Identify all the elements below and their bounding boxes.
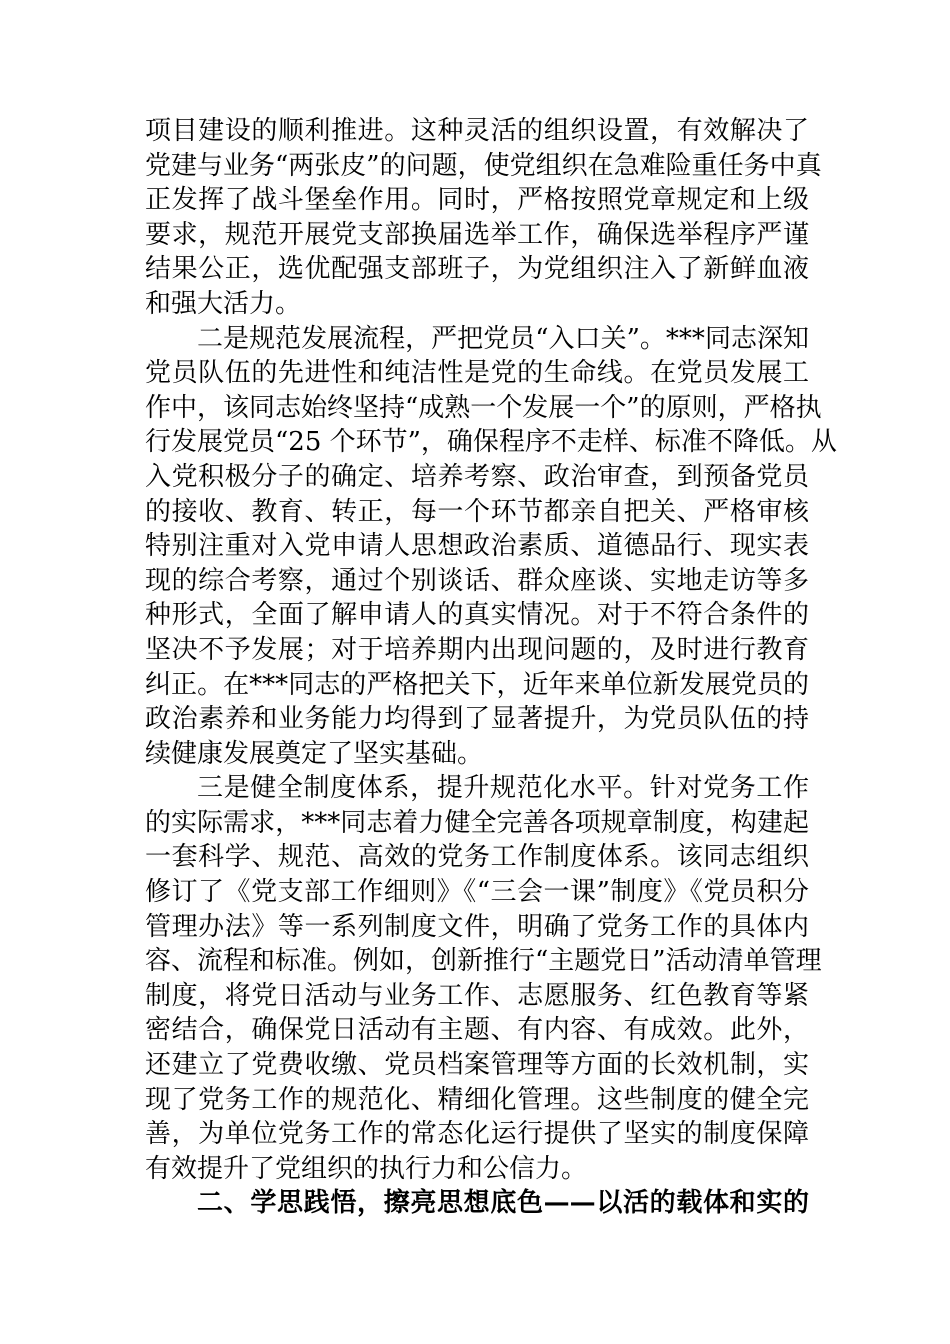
paragraph-line: 善，为单位党务工作的常态化运行提供了坚实的制度保障 [145, 1119, 809, 1150]
paragraph-line: 党建与业务“两张皮”的问题，使党组织在急难险重任务中真 [145, 150, 822, 181]
paragraph-line: 纠正。在***同志的严格把关下，近年来单位新发展党员的 [145, 669, 809, 700]
paragraph-line: 密结合，确保党日活动有主题、有内容、有成效。此外， [145, 1015, 809, 1046]
section-heading: 二、学思践悟，擦亮思想底色——以活的载体和实的 [197, 1188, 809, 1219]
paragraph-line: 还建立了党费收缴、党员档案管理等方面的长效机制，实 [145, 1050, 809, 1081]
paragraph-line: 管理办法》等一系列制度文件，明确了党务工作的具体内 [145, 911, 809, 942]
paragraph-line: 的实际需求，***同志着力健全完善各项规章制度，构建起 [145, 807, 809, 838]
paragraph-line: 种形式，全面了解申请人的真实情况。对于不符合条件的 [145, 600, 809, 631]
paragraph-line: 正发挥了战斗堡垒作用。同时，严格按照党章规定和上级 [145, 185, 809, 216]
paragraph-line: 行发展党员“25 个环节”，确保程序不走样、标准不降低。从 [145, 427, 837, 458]
paragraph-line: 现了党务工作的规范化、精细化管理。这些制度的健全完 [145, 1084, 809, 1115]
paragraph-line: 三是健全制度体系，提升规范化水平。针对党务工作 [197, 773, 809, 804]
paragraph-line: 的接收、教育、转正，每一个环节都亲自把关、严格审核 [145, 496, 809, 527]
paragraph-line: 制度，将党日活动与业务工作、志愿服务、红色教育等紧 [145, 980, 809, 1011]
paragraph-line: 一套科学、规范、高效的党务工作制度体系。该同志组织 [145, 842, 809, 873]
paragraph-line: 现的综合考察，通过个别谈话、群众座谈、实地走访等多 [145, 565, 809, 596]
paragraph-line: 项目建设的顺利推进。这种灵活的组织设置，有效解决了 [145, 116, 809, 146]
paragraph-line: 和强大活力。 [145, 288, 302, 319]
paragraph-line: 有效提升了党组织的执行力和公信力。 [145, 1153, 588, 1184]
paragraph-line: 坚决不予发展；对于培养期内出现问题的，及时进行教育 [145, 634, 809, 665]
paragraph-line: 要求，规范开展党支部换届选举工作，确保选举程序严谨 [145, 219, 809, 250]
paragraph-line: 党员队伍的先进性和纯洁性是党的生命线。在党员发展工 [145, 358, 809, 389]
document-body [145, 114, 837, 1221]
paragraph-line: 政治素养和业务能力均得到了显著提升，为党员队伍的持 [145, 704, 809, 735]
paragraph-line: 作中，该同志始终坚持“成熟一个发展一个”的原则，严格执 [145, 392, 822, 423]
paragraph-line: 入党积极分子的确定、培养考察、政治审查，到预备党员 [145, 461, 809, 492]
paragraph-line: 续健康发展奠定了坚实基础。 [145, 738, 484, 769]
paragraph-line: 容、流程和标准。例如，创新推行“主题党日”活动清单管理 [145, 946, 822, 977]
paragraph-line: 修订了《党支部工作细则》《“三会一课”制度》《党员积分 [145, 877, 809, 908]
paragraph-line: 二是规范发展流程，严把党员“入口关”。***同志深知 [197, 323, 809, 354]
paragraph-line: 特别注重对入党申请人思想政治素质、道德品行、现实表 [145, 531, 809, 562]
paragraph-line: 结果公正，选优配强支部班子，为党组织注入了新鲜血液 [145, 254, 809, 285]
